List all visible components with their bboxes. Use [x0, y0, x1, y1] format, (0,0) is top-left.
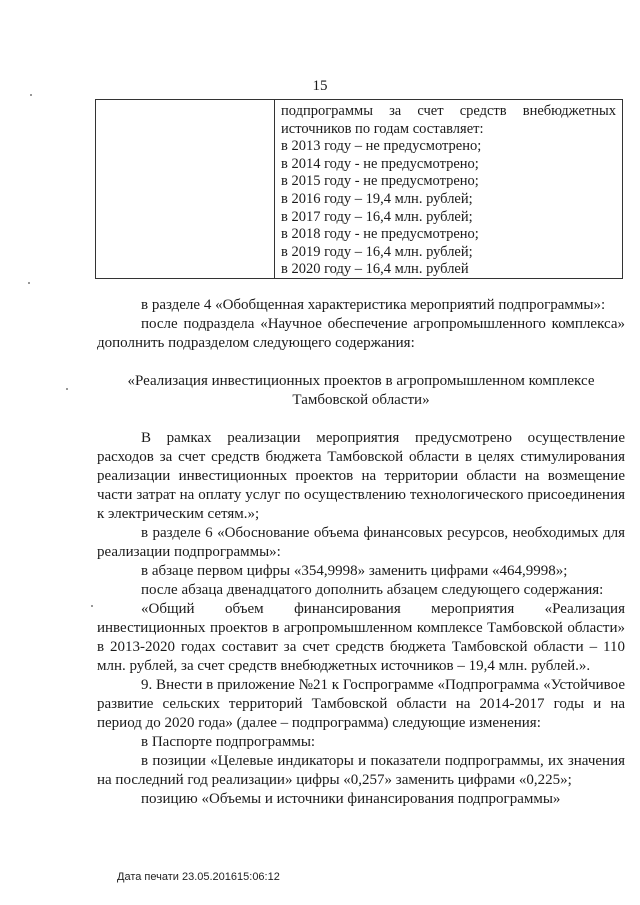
scan-speck [91, 605, 93, 607]
scan-speck [66, 388, 68, 390]
table-line: в 2016 году – 19,4 млн. рублей; [281, 190, 473, 207]
section-heading: «Реализация инвестиционных проектов в агропромышленном комплексе Тамбовской области» [127, 373, 595, 408]
paragraph: после подраздела «Научное обеспечение агропромышленного комплекса» дополнить подразделом следующего содержания: [97, 316, 625, 351]
table-line: в 2020 году – 16,4 млн. рублей [281, 261, 469, 278]
table-line: в 2014 году - не предусмотрено; [281, 155, 479, 172]
paragraph: в позиции «Целевые индикаторы и показатели подпрограммы, их значения на последний год реализации» цифры «0,257» заменить цифрами «0,225»; [97, 753, 625, 788]
page-number: 15 [312, 78, 328, 94]
table-line: в 2015 году - не предусмотрено; [281, 173, 479, 190]
table-line: в 2017 году – 16,4 млн. рублей; [281, 208, 473, 225]
table-line: в 2013 году – не предусмотрено; [281, 138, 482, 155]
paragraph: в Паспорте подпрограммы: [141, 734, 316, 750]
table-line: источников по годам составляет: [281, 120, 484, 137]
paragraph: в разделе 4 «Обобщенная характеристика мероприятий подпрограммы»: [141, 297, 606, 313]
paragraph: в разделе 6 «Обоснование объема финансовых ресурсов, необходимых для реализации подпрограммы»: [97, 525, 625, 560]
paragraph: 9. Внести в приложение №21 к Госпрограмме «Подпрограмма «Устойчивое развитие сельских территорий Тамбовской области на 2014-2017 годы и на период до 2020 года» (далее – подпрограмма) следующие изменения: [97, 677, 625, 731]
paragraph: В рамках реализации мероприятия предусмотрено осуществление расходов за счет средств бюджета Тамбовской области в целях стимулирования реализации инвестиционных проектов на территории области на возмещение части затрат на оплату услуг по осуществлению технологического присоединения к электрическим сетям.»; [97, 430, 625, 522]
financing-table [95, 99, 623, 279]
print-date-footer: Дата печати 23.05.201615:06:12 [117, 871, 280, 883]
table-left-cell [96, 100, 275, 278]
scan-speck [28, 282, 30, 284]
scan-speck [30, 94, 32, 96]
paragraph: после абзаца двенадцатого дополнить абзацем следующего содержания: [141, 582, 604, 598]
document-body [97, 296, 625, 809]
table-right-cell [275, 100, 622, 278]
paragraph: «Общий объем финансирования мероприятия «Реализация инвестиционных проектов в агропромышленном комплексе Тамбовской области» в 2013-2020 годах составит за счет средств бюджета Тамбовской области – 110 млн. рублей, за счет средств внебюджетных источников – 19,4 млн. рублей.». [97, 601, 625, 674]
table-line: подпрограммы за счет средств внебюджетных [281, 103, 616, 119]
table-line: в 2018 году - не предусмотрено; [281, 226, 479, 243]
paragraph: позицию «Объемы и источники финансирования подпрограммы» [141, 791, 561, 807]
table-line: в 2019 году – 16,4 млн. рублей; [281, 243, 473, 260]
paragraph: в абзаце первом цифры «354,9998» заменить цифрами «464,9998»; [141, 563, 568, 579]
